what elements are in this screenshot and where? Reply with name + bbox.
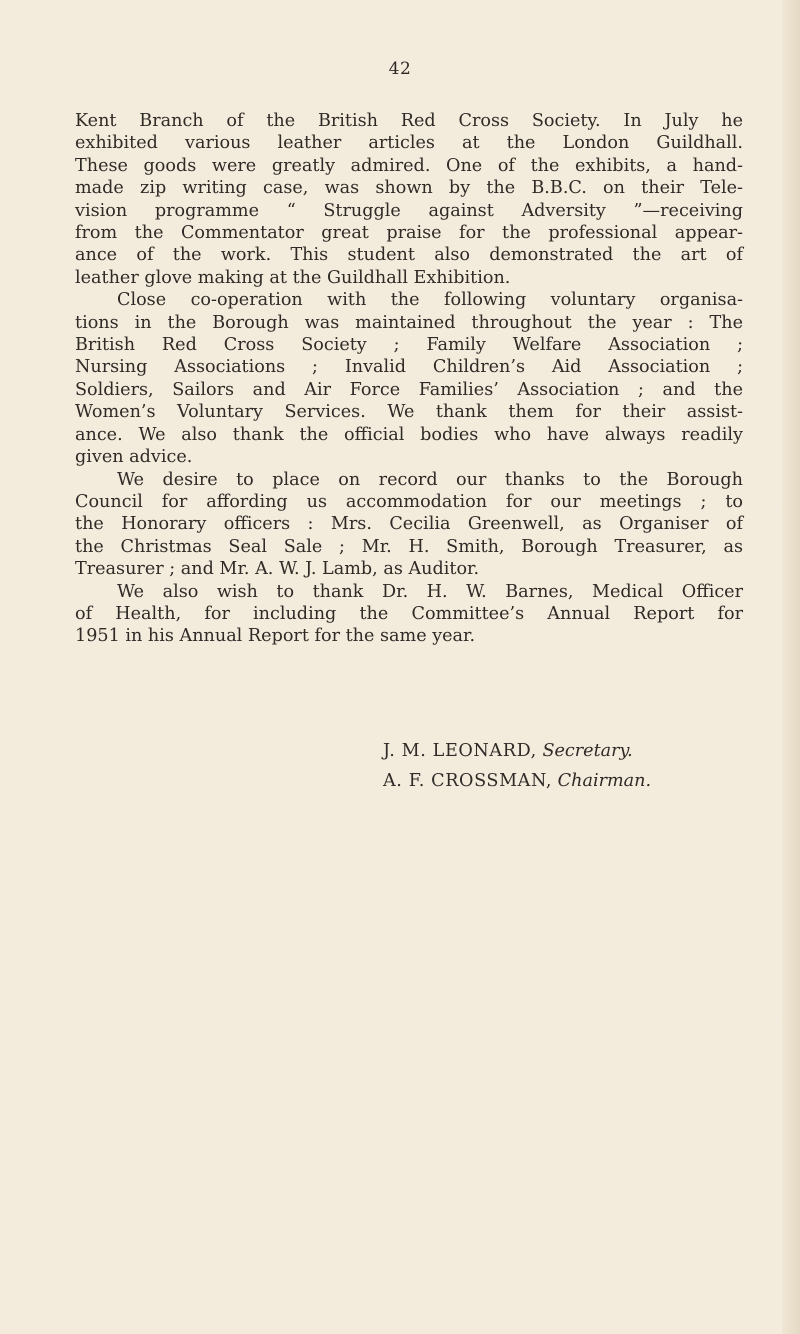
body-text <box>75 110 743 648</box>
text-line: Women’s Voluntary Services. We thank them for their assist- <box>75 402 743 423</box>
text-line: We also wish to thank Dr. H. W. Barnes, Medical Officer <box>117 581 743 602</box>
paragraph <box>75 469 743 581</box>
text-line: made zip writing case, was shown by the B.B.C. on their Tele- <box>75 178 743 199</box>
text-line: given advice. <box>75 447 193 468</box>
page-number: 42 <box>388 59 412 79</box>
text-line: Soldiers, Sailors and Air Force Families’ Association ; and the <box>75 379 743 400</box>
signatory-name: A. F. CROSSMAN, <box>383 771 553 791</box>
signature-line <box>383 766 651 796</box>
signature-block <box>383 736 651 796</box>
text-line: Treasurer ; and Mr. A. W. J. Lamb, as Auditor. <box>75 559 480 580</box>
text-line: Council for affording us accommodation for our meetings ; to <box>75 491 743 512</box>
text-line: ance of the work. This student also demonstrated the art of <box>75 245 743 266</box>
text-line: Close co-operation with the following voluntary organisa- <box>117 290 743 311</box>
text-line: exhibited various leather articles at the London Guildhall. <box>75 133 743 154</box>
signature-line <box>383 736 651 766</box>
text-line: from the Commentator great praise for the professional appear- <box>75 223 743 244</box>
text-line: the Christmas Seal Sale ; Mr. H. Smith, Borough Treasurer, as <box>75 536 743 557</box>
text-line: leather glove making at the Guildhall Exhibition. <box>75 267 511 288</box>
page-edge <box>782 0 800 1334</box>
text-line: Kent Branch of the British Red Cross Society. In July he <box>75 111 743 131</box>
signatory-title: Secretary. <box>542 741 633 761</box>
text-line: British Red Cross Society ; Family Welfare Association ; <box>75 335 743 356</box>
signatory-title: Chairman. <box>557 771 652 791</box>
paragraph <box>75 110 743 289</box>
text-line: of Health, for including the Committee’s Annual Report for <box>75 603 743 624</box>
paragraph <box>75 581 743 648</box>
text-line: We desire to place on record our thanks to the Borough <box>117 469 743 490</box>
text-line: the Honorary officers : Mrs. Cecilia Greenwell, as Organiser of <box>75 514 743 535</box>
text-line: tions in the Borough was maintained throughout the year : The <box>75 312 743 333</box>
text-line: vision programme “ Struggle against Adversity ”—receiving <box>75 200 743 221</box>
text-line: These goods were greatly admired. One of the exhibits, a hand- <box>75 155 743 176</box>
text-line: Nursing Associations ; Invalid Children’s Aid Association ; <box>75 357 743 378</box>
text-line: 1951 in his Annual Report for the same year. <box>75 626 476 647</box>
text-line: ance. We also thank the official bodies who have always readily <box>75 424 743 445</box>
paragraph <box>75 289 743 468</box>
signatory-name: J. M. LEONARD, <box>383 741 537 761</box>
